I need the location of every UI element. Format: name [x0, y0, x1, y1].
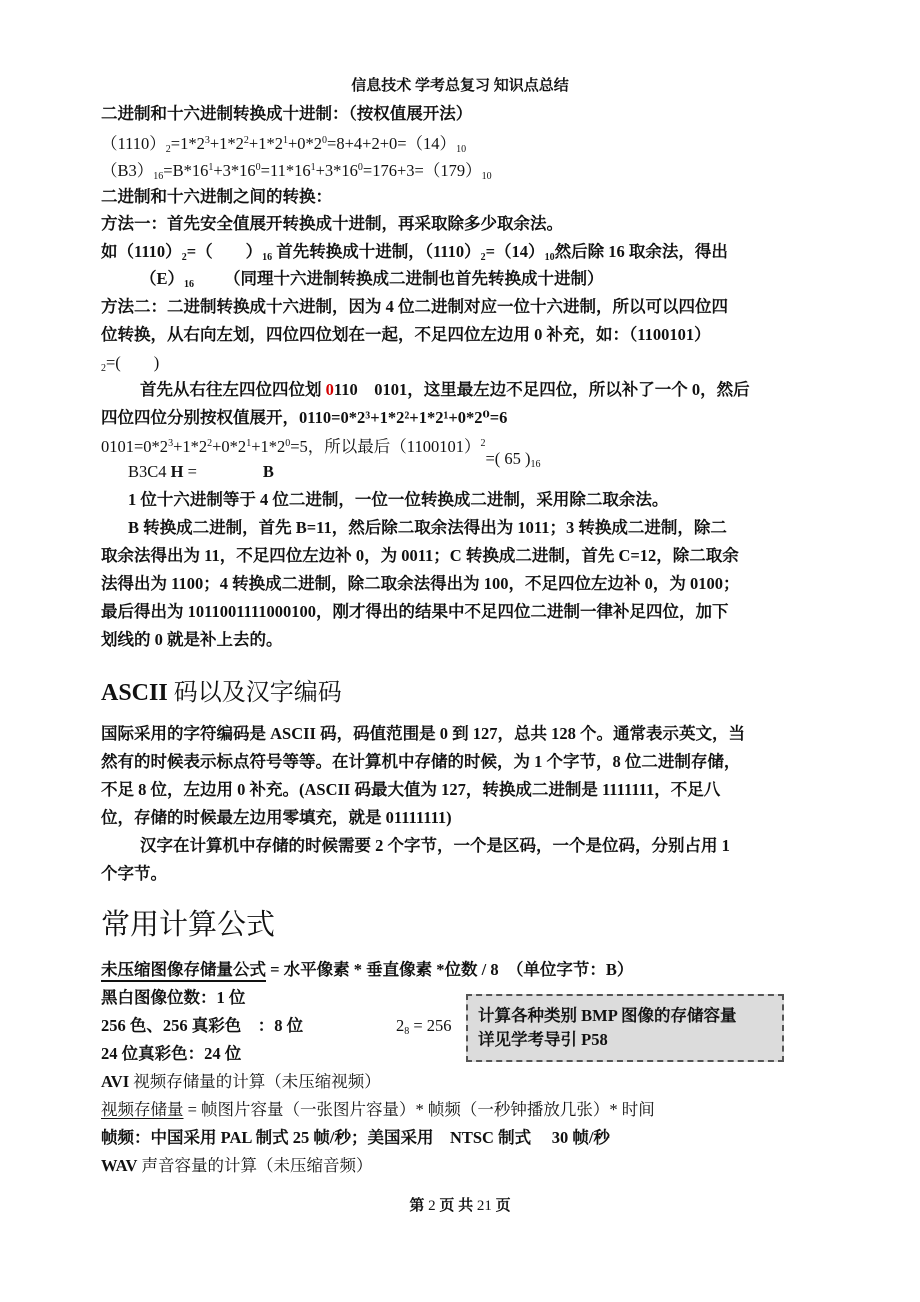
power-2-8: $2_8 = 256$ [396, 1016, 452, 1037]
example-hex-b3: $(B3)_{16}=B*16^1+3*16^0=11*16^1+3*16^0=176+3=(179)_{10}$ [101, 161, 492, 182]
method-two-line-2: 位转换，从右向左划，四位四位划在一起，不足四位左边用 0 补充，如：（1100101） [101, 325, 711, 344]
section-title-ascii: ASCII 码以及汉字编码 [101, 680, 342, 706]
chinese-encoding-line-2: 个字节。 [101, 864, 167, 883]
color-256-bits: 256 色、256 真彩色 ：8 位 [101, 1016, 304, 1035]
frame-rate-note: 帧频：中国采用 PAL 制式 25 帧/秒；美国采用 NTSC 制式 30 帧/秒 [101, 1128, 610, 1147]
hex-detail-line-2: 取余法得出为 11，不足四位左边补 0，为 0011；C 转换成二进制，首先 C=12，除二取余 [101, 546, 739, 565]
method-two-line-3: $_2$=( ) [101, 353, 160, 374]
example-result-e: $(E)_{16}$ （同理十六进制转换成二进制也首先转换成十进制） [140, 269, 604, 290]
ascii-paragraph-line-3: 不足 8 位，左边用 0 补充。(ASCII 码最大值为 127，转换成二进制是 1111111，不足八 [101, 780, 721, 799]
section-title-bin-hex-to-dec: 二进制和十六进制转换成十进制：（按权值展开法） [101, 104, 473, 123]
color-24-bits: 24 位真彩色：24 位 [101, 1044, 242, 1063]
ascii-paragraph-line-2: 然有的时候表示标点符号等等。在计算机中存储的时候，为 1 个字节，8 位二进制存储， [101, 752, 741, 771]
chinese-encoding-line-1: 汉字在计算机中存储的时候需要 2 个字节，一个是区码，一个是位码，分别占用 1 [140, 836, 730, 855]
video-label: 视频存储量 [101, 1100, 184, 1119]
bw-bits: 黑白图像位数：1 位 [101, 988, 246, 1007]
hex-rule: 1 位十六进制等于 4 位二进制，一位一位转换成二进制，采用除二取余法。 [128, 490, 669, 509]
method-one: 方法一：首先安全值展开转换成十进制，再采取除多少取余法。 [101, 214, 563, 233]
method-two-line-1: 方法二：二进制转换成十六进制，因为 4 位二进制对应一位十六进制，所以可以四位四 [101, 297, 728, 316]
hex-detail-line-1: B 转换成二进制，首先 B=11，然后除二取余法得出为 1011；3 转换成二进制，除二 [128, 518, 727, 537]
subsection-title-bin-hex: 二进制和十六进制之间的转换： [101, 187, 332, 206]
hex-detail-line-5: 划线的 0 就是补上去的。 [101, 630, 283, 649]
hex-b3c4-example: B3C4 H = B [128, 462, 274, 481]
note-line-2: 详见学考导引 P58 [478, 1030, 608, 1049]
formula-label: 未压缩图像存储量公式 [101, 960, 266, 982]
hex-detail-line-3: 法得出为 1100；4 转换成二进制，除二取余法得出为 100，不足四位左边补 0，为 0100； [101, 574, 740, 593]
video-storage-formula: 视频存储量 = 帧图片容量（一张图片容量）* 帧频（一秒钟播放几张）* 时间 [101, 1100, 655, 1119]
grouping-step-line-2: 四位四位分别按权值展开，0110=0*2³+1*2²+1*2¹+0*2⁰=6 [101, 408, 508, 427]
grouping-step-line-1: 首先从右往左四位四位划 0110 0101，这里最左边不足四位，所以补了一个 0，然后 [140, 380, 750, 399]
grouping-step-line-3: $0101=0*2^3+1*2^2+0*2^1+1*2^0=5$，所以最后$(1100101)^2=$( 65 )$_{16}$ [101, 437, 541, 470]
section-title-formulas: 常用计算公式 [101, 909, 276, 941]
ascii-paragraph-line-4: 位，存储的时候最左边用零填充，就是 01111111) [101, 808, 452, 827]
wav-title: WAV 声音容量的计算（未压缩音频） [101, 1156, 373, 1175]
page-footer: 第 2 页 共 21 页 [409, 1198, 511, 1214]
ascii-paragraph-line-1: 国际采用的字符编码是 ASCII 码，码值范围是 0 到 127，总共 128 个。通常表示英文，当 [101, 724, 745, 743]
note-line-1: 计算各种类别 BMP 图像的存储容量 [478, 1006, 737, 1025]
hex-detail-line-4: 最后得出为 1011001111000100，刚才得出的结果中不足四位二进制一律补足四位，加下 [101, 602, 729, 621]
image-storage-formula: 未压缩图像存储量公式 = 水平像素 * 垂直像素 *位数 / 8 （单位字节：B） [101, 960, 633, 980]
page-header: 信息技术 学考总复习 知识点总结 [351, 78, 569, 94]
avi-title: AVI 视频存储量的计算（未压缩视频） [101, 1072, 381, 1091]
example-binary-1110: $(1110)_2=1*2^3+1*2^2+1*2^1+0*2^0=8+4+2+0=(14)_{10}$ [101, 134, 467, 155]
bmp-reference-note [466, 994, 784, 1062]
padded-zero: 0 [325, 380, 334, 399]
example-1110-to-hex: 如$(1110)_2=$（ ）$_{16}$ 首先转换成十进制，$(1110)_2=(14)_{10}$然后除 16 取余法，得出 [101, 242, 728, 263]
